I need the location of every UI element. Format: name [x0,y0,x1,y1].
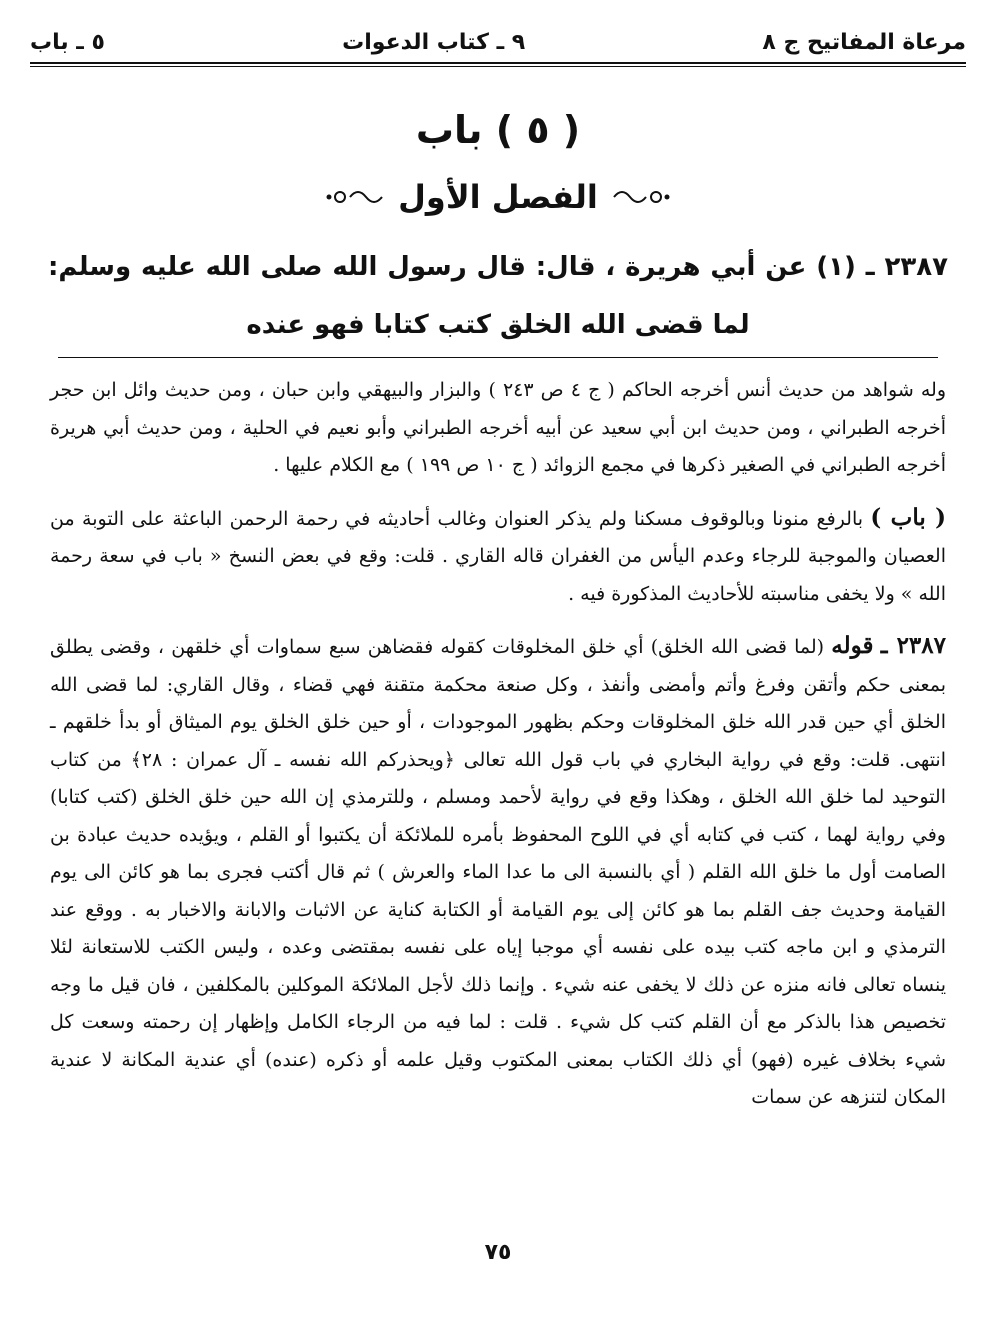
hadith-number: ٢٣٨٧ ـ (١) [816,252,948,282]
ornament-right-icon [612,185,672,209]
commentary-paragraph-3-text: (لما قضى الله الخلق) أي خلق المخلوقات كقوله فقضاهن سبع سماوات أي خلقهن ، وقضى يطلق بمعنى حكم وأتقن وفرغ وأتم وأمضى وأنفذ ، وكل صنعة محكمة متقنة فهي قضاء ، وقال القاري: لما قضى الله الخلق أي حين قدر الله خلق المخلوقات وحكم بظهور الموجودات ، أو حين خلق الخلق يوم الميثاق أو بدأ خلقهم ـ انتهى. قلت: وقع في رواية البخاري في باب قول الله تعالى ﴿ويحذركم الله نفسه ـ آل عمران : ٢٨﴾ من كتاب التوحيد لما خلق الله الخلق ، وهكذا وقع في رواية لأحمد ومسلم ، وللترمذي إن الله حين خلق الخلق (كتب كتابا) وفي رواية لهما ، كتب في كتابه أي في اللوح المحفوظ بأمره للملائكة أن يكتبوا أو القلم ، ويؤيده حديث عبادة بن الصامت أول ما خلق الله القلم ( أي بالنسبة الى ما عدا الماء والعرش ) ثم قال أكتب فجرى بما هو كائن الى يوم القيامة وحديث جف القلم بما هو كائن إلى يوم القيامة أو الكتابة كناية عن الاثبات والابانة والاخبار به . ووقع عند الترمذي و ابن ماجه كتب بيده على نفسه أي موجبا إياه على نفسه بمقتضى وعده ، وليس الكتب للاستعانة لئلا ينساه تعالى فانه منزه عن ذلك لا يخفى عنه شيء . وإنما ذلك لأجل الملائكة الموكلين بالمكلفين ، فان قيل ما وجه تخصيص هذا بالذكر مع أن القلم كتب كل شيء . قلت : لما فيه من الرجاء الكامل وإظهار إن رحمته وسعت كل شيء بخلاف غيره (فهو) أي ذلك الكتاب بمعنى المكتوب وقيل علمه أو ذكره (عنده) أي عندية المكانة لا عندية المكان لتنزهه عن سمات [50,636,946,1108]
running-header [30,22,966,62]
header-rule-thin [30,66,966,67]
section-title-row [0,178,996,216]
header-chapter: ٩ ـ كتاب الدعوات [342,29,526,55]
header-rule [30,62,966,64]
commentary-paragraph-1: وله شواهد من حديث أنس أخرجه الحاكم ( ج ٤ ص ٢٤٣ ) والبزار والبيهقي وابن حبان ، ومن حديث وائل ابن حجر أخرجه الطبراني ، ومن حديث ابن أبي سعيد عن أبيه أخرجه الطبراني وأبو نعيم في الحلية ، ومن حديث أبي هريرة أخرجه الطبراني في الصغير ذكرها في مجمع الزوائد ( ج ١٠ ص ١٩٩ ) مع الكلام عليها . [50,379,946,476]
hadith-body: عن أبي هريرة ، قال: قال رسول الله صلى الله عليه وسلم: لما قضى الله الخلق كتب كتابا فهو عنده [48,252,807,340]
section-title: الفصل الأول [398,178,598,216]
ornament-left-icon [324,185,384,209]
hadith-text [48,238,948,354]
commentary-number: ٢٣٨٧ ـ [880,632,946,659]
page-number: ٧٥ [484,1240,512,1265]
separator-rule [58,357,938,358]
commentary-paragraph-2 [50,499,946,614]
keyword-qawluhu: قوله [831,632,874,659]
commentary [50,372,946,1117]
commentary-paragraph-2-text: بالرفع منونا وبالوقوف مسكنا ولم يذكر العنوان وغالب أحاديثه في رحمة الرحمن الباعثة على التوبة من العصيان والموجبة للرجاء وعدم اليأس من الغفران قاله القاري . قلت: وقع في بعض النسخ « باب في سعة رحمة الله » ولا يخفى مناسبته للأحاديث المذكورة فيه . [50,507,946,605]
header-book-volume: مرعاة المفاتيح ج ٨ [762,29,966,55]
commentary-paragraph-3 [50,627,946,1117]
header-section: ٥ ـ باب [30,29,105,55]
chapter-title: ( ٥ ) باب [415,108,581,152]
keyword-bab: ( باب ) [870,503,946,531]
